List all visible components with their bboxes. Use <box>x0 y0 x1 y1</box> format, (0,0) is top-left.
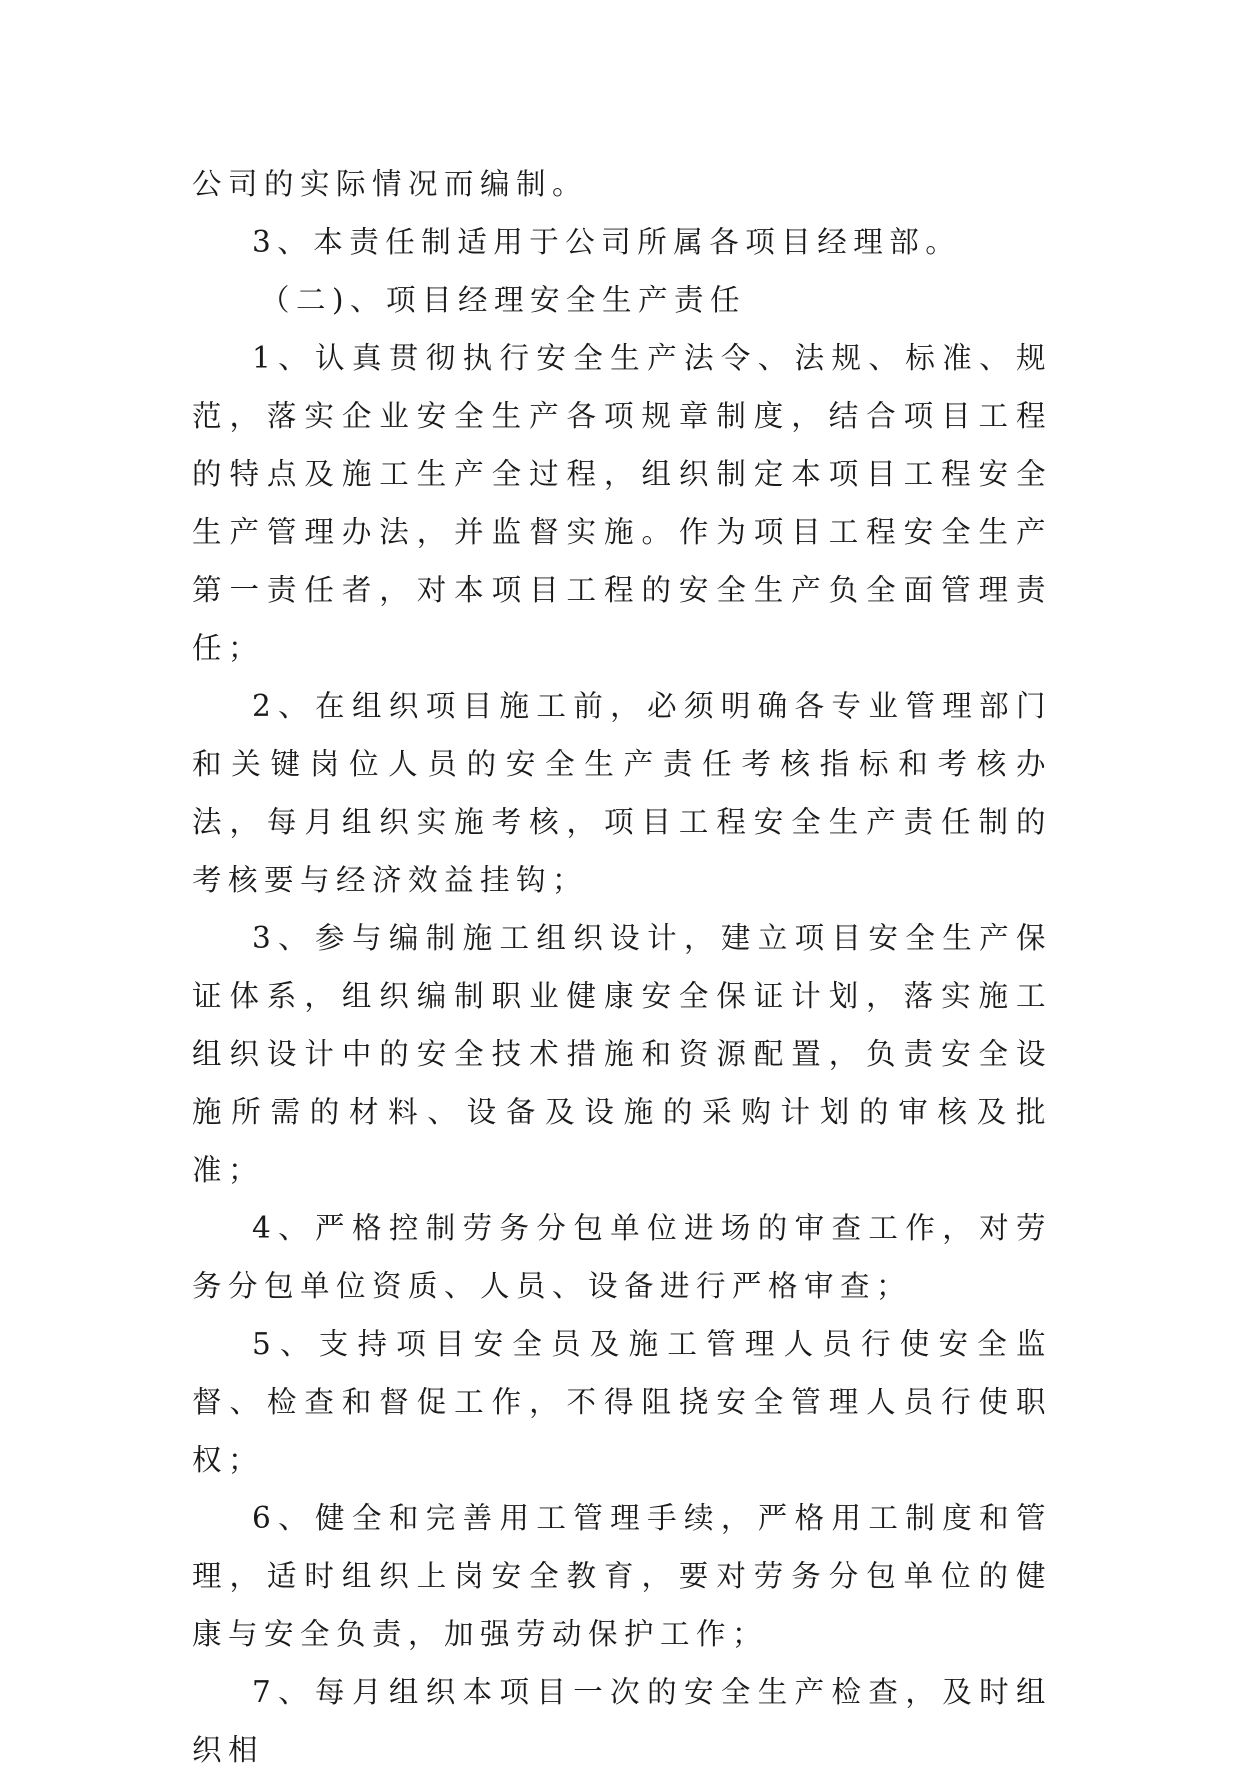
paragraph-item-6: 6、健全和完善用工管理手续，严格用工制度和管理，适时组织上岗安全教育，要对劳务分包单位的健康与安全负责，加强劳动保护工作； <box>192 1501 1052 1651</box>
paragraph-continuation: 公司的实际情况而编制。 <box>192 167 589 201</box>
section-heading: （二)、项目经理安全生产责任 <box>260 283 747 317</box>
paragraph-item-7: 7、每月组织本项目一次的安全生产检查，及时组织相 <box>192 1675 1052 1767</box>
paragraph-item-1: 1、认真贯彻执行安全生产法令、法规、标准、规范，落实企业安全生产各项规章制度，结合项目工程的特点及施工生产全过程，组织制定本项目工程安全生产管理办法，并监督实施。作为项目工程安全生产第一责任者，对本项目工程的安全生产负全面管理责任； <box>192 341 1052 665</box>
paragraph-item-2: 2、在组织项目施工前，必须明确各专业管理部门和关键岗位人员的安全生产责任考核指标和考核办法，每月组织实施考核，项目工程安全生产责任制的考核要与经济效益挂钩； <box>192 689 1052 897</box>
paragraph-item-5: 5、支持项目安全员及施工管理人员行使安全监督、检查和督促工作，不得阻挠安全管理人员行使职权； <box>192 1327 1052 1477</box>
paragraph-item-4: 4、严格控制劳务分包单位进场的审查工作，对劳务分包单位资质、人员、设备进行严格审查； <box>192 1211 1052 1303</box>
paragraph-item-3-scope: 3、本责任制适用于公司所属各项目经理部。 <box>252 225 962 259</box>
document-page <box>192 155 1052 1779</box>
paragraph-item-3: 3、参与编制施工组织设计，建立项目安全生产保证体系，组织编制职业健康安全保证计划，落实施工组织设计中的安全技术措施和资源配置，负责安全设施所需的材料、设备及设施的采购计划的审核及批准； <box>192 921 1052 1187</box>
